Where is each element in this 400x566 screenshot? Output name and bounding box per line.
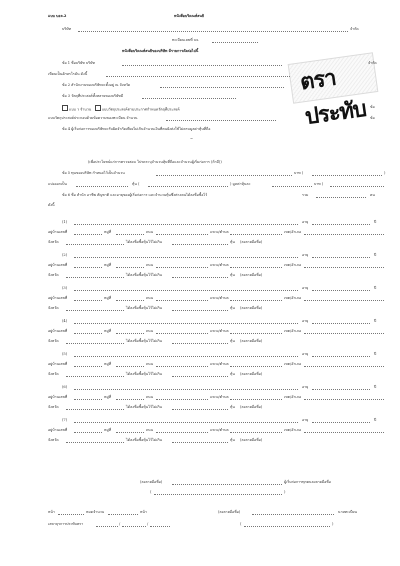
- registrar-sign-field[interactable]: [252, 514, 334, 515]
- promoter-age-label: อายุ: [302, 385, 309, 389]
- promoter-moo-label: หมู่ที่: [104, 263, 112, 267]
- promoter-subdistrict-field[interactable]: [230, 432, 282, 433]
- promoter-subdistrict-field[interactable]: [230, 267, 282, 268]
- promoter-house-field[interactable]: [74, 366, 102, 367]
- promoter-house-field[interactable]: [74, 333, 102, 334]
- promoters-name-field[interactable]: [154, 494, 282, 495]
- promoter-moo-label: หมู่ที่: [104, 362, 112, 366]
- promoters-sign-label: (ลงลายมือชื่อ): [140, 480, 163, 484]
- clause-3-count-end: ข้อ: [370, 116, 375, 120]
- promoter-moo-label: หมู่ที่: [104, 428, 112, 432]
- promoter-signature-label: (ลงลายมือชื่อ): [240, 240, 263, 244]
- promoter-road-label: ถนน: [146, 428, 154, 432]
- promoter-signature-label: (ลงลายมือชื่อ): [240, 438, 263, 442]
- shares-prefix: แบ่งออกเป็น: [48, 182, 67, 186]
- promoter-road-field[interactable]: [156, 432, 208, 433]
- promoter-road-field[interactable]: [156, 399, 208, 400]
- promoter-subdistrict-label: แขวง/ตำบล: [210, 263, 229, 267]
- option-a-checkbox[interactable]: [62, 105, 68, 111]
- promoter-district-field[interactable]: [304, 366, 384, 367]
- promoter-province-label: จังหวัด: [48, 438, 59, 442]
- promoter-address-label: อยู่บ้านเลขที่: [48, 230, 68, 234]
- clause-5-label: ข้อ 5 ทุนของบริษัท กำหนดไว้เป็นจำนวน: [62, 171, 125, 175]
- clause-5-unit: บาท (: [294, 171, 304, 175]
- promoter-shares-field[interactable]: [172, 376, 228, 377]
- promoter-road-label: ถนน: [146, 230, 154, 234]
- promoter-age-label: อายุ: [302, 286, 309, 290]
- registrar-sign-label: (ลงลายมือชื่อ): [218, 510, 241, 514]
- promoter-number: (3): [62, 286, 68, 290]
- option-a-label: แบบ ว จำนวน: [69, 107, 92, 112]
- promoter-road-field[interactable]: [156, 333, 208, 334]
- capital-words-field[interactable]: [312, 175, 382, 176]
- registration-label: ทะเบียนเลขที่ บจ.: [172, 38, 200, 42]
- promoter-house-field[interactable]: [74, 399, 102, 400]
- promoter-province-field[interactable]: [66, 376, 124, 377]
- clause-3-option-row: [62, 105, 180, 112]
- promoter-shares-label: ได้ลงชื่อซื้อหุ้นไว้ไม่เกิน: [126, 240, 162, 244]
- clause-1-label: ข้อ 1 ชื่อบริษัท บริษัท: [62, 61, 95, 65]
- promoter-house-field[interactable]: [74, 234, 102, 235]
- promoter-year-label: ปี: [374, 385, 377, 389]
- promoter-signature-label: (ลงลายมือชื่อ): [240, 405, 263, 409]
- promoter-subdistrict-field[interactable]: [230, 300, 282, 301]
- promoter-moo-field[interactable]: [116, 300, 144, 301]
- promoter-year-label: ปี: [374, 352, 377, 356]
- promoter-share-unit: หุ้น: [230, 240, 235, 244]
- promoter-shares-label: ได้ลงชื่อซื้อหุ้นไว้ไม่เกิน: [126, 405, 162, 409]
- promoter-district-field[interactable]: [304, 399, 384, 400]
- promoter-moo-field[interactable]: [116, 333, 144, 334]
- clause-3-field[interactable]: [142, 98, 236, 99]
- promoter-number: (1): [62, 220, 68, 224]
- promoter-total-field[interactable]: [316, 197, 366, 198]
- promoter-number: (7): [62, 418, 68, 422]
- option-b-label: แบบวัตถุประสงค์ตามประกาศกำหนดวัตถุที่ประสงค์: [101, 107, 180, 112]
- promoter-age-label: อายุ: [302, 319, 309, 323]
- footer-date-month[interactable]: [122, 526, 146, 527]
- capital-note: (เพื่อประโยชน์แก่การตรวจสอบ โปรดระบุจำนวนหุ้นที่ถือและจำนวนผู้เริ่มก่อการ (ถ้ามี)): [88, 160, 222, 164]
- promoter-address-label: อยู่บ้านเลขที่: [48, 329, 68, 333]
- promoter-province-field[interactable]: [66, 277, 124, 278]
- clause-1-roman-field[interactable]: [106, 76, 290, 77]
- promoter-road-label: ถนน: [146, 362, 154, 366]
- promoter-age-field[interactable]: [312, 389, 370, 390]
- promoter-moo-field[interactable]: [116, 234, 144, 235]
- promoter-shares-field[interactable]: [172, 277, 228, 278]
- promoter-signature-label: (ลงลายมือชื่อ): [240, 339, 263, 343]
- share-baht-label: บาท (: [314, 182, 324, 186]
- promoter-age-field[interactable]: [312, 290, 370, 291]
- footer-page-total-label: หมดจำนวน: [86, 510, 105, 514]
- promoter-share-unit: หุ้น: [230, 405, 235, 409]
- footer-date-sep-2: /: [147, 522, 149, 526]
- promoter-name-field[interactable]: [74, 224, 298, 225]
- promoter-province-field[interactable]: [66, 442, 124, 443]
- promoter-shares-field[interactable]: [172, 409, 228, 410]
- promoter-road-label: ถนน: [146, 296, 154, 300]
- promoter-house-field[interactable]: [74, 432, 102, 433]
- promoter-address-label: อยู่บ้านเลขที่: [48, 428, 68, 432]
- stamp-area: [288, 52, 379, 131]
- capital-amount-field[interactable]: [156, 175, 292, 176]
- promoter-address-label: อยู่บ้านเลขที่: [48, 362, 68, 366]
- stamp-label: ตราประทับ: [298, 65, 368, 131]
- promoter-number: (6): [62, 385, 68, 389]
- promoter-district-label: เขต/อำเภอ: [284, 395, 302, 399]
- footer-page-suffix: หน้า: [140, 510, 147, 514]
- promoter-house-field[interactable]: [74, 300, 102, 301]
- promoter-number: (4): [62, 319, 68, 323]
- clause-4-label: ข้อ 4 ผู้เริ่มก่อการของบริษัทจะรับผิดจำกัดเพียงไม่เกินจำนวนเงินที่ตนยังส่งใช้ไม่ครบมูลค่าหุ้นที่ถือ: [62, 127, 211, 131]
- promoter-district-label: เขต/อำเภอ: [284, 428, 302, 432]
- clause-1-field[interactable]: [122, 65, 282, 66]
- promoter-moo-label: หมู่ที่: [104, 230, 112, 234]
- promoter-shares-label: ได้ลงชื่อซื้อหุ้นไว้ไม่เกิน: [126, 372, 162, 376]
- promoter-moo-field[interactable]: [116, 432, 144, 433]
- promoter-shares-field[interactable]: [172, 310, 228, 311]
- promoter-subdistrict-field[interactable]: [230, 234, 282, 235]
- footer-page-total-field[interactable]: [108, 514, 138, 515]
- promoter-age-field[interactable]: [312, 224, 370, 225]
- registrar-name-field[interactable]: [244, 526, 330, 527]
- promoter-subdistrict-label: แขวง/ตำบล: [210, 296, 229, 300]
- promoter-age-field[interactable]: [312, 356, 370, 357]
- section-divider: ~: [190, 137, 194, 141]
- clause-3-option-end: ข้อ: [370, 105, 375, 109]
- promoter-year-label: ปี: [374, 220, 377, 224]
- footer-date-day[interactable]: [96, 526, 118, 527]
- registrar-role: นายทะเบียน: [338, 510, 357, 514]
- clause-3-count-label: แบบวัตถุประสงค์ประกอบด้วยข้อความของทะเบียน จำนวน: [48, 116, 138, 120]
- promoter-address-label: อยู่บ้านเลขที่: [48, 296, 68, 300]
- promoter-subdistrict-field[interactable]: [230, 333, 282, 334]
- promoter-address-label: อยู่บ้านเลขที่: [48, 263, 68, 267]
- form-code: แบบ บอจ.2: [48, 14, 67, 18]
- promoter-road-field[interactable]: [156, 234, 208, 235]
- promoter-moo-field[interactable]: [116, 366, 144, 367]
- memorandum-title: หนังสือบริคณห์สนธิของบริษัท มีรายการดังต่อไปนี้: [122, 49, 199, 53]
- shares-count-field[interactable]: [76, 186, 128, 187]
- promoter-subdistrict-label: แขวง/ตำบล: [210, 362, 229, 366]
- promoter-subdistrict-label: แขวง/ตำบล: [210, 329, 229, 333]
- promoter-district-field[interactable]: [304, 267, 384, 268]
- promoter-year-label: ปี: [374, 253, 377, 257]
- clause-1-end: จำกัด: [368, 61, 377, 65]
- registrar-name-close: ): [332, 522, 334, 526]
- promoter-share-unit: หุ้น: [230, 339, 235, 343]
- promoter-address-label: อยู่บ้านเลขที่: [48, 395, 68, 399]
- promoter-shares-field[interactable]: [172, 343, 228, 344]
- promoters-name-close: ): [284, 490, 286, 494]
- clause-2-field[interactable]: [160, 87, 284, 88]
- promoter-road-label: ถนน: [146, 395, 154, 399]
- promoter-shares-label: ได้ลงชื่อซื้อหุ้นไว้ไม่เกิน: [126, 306, 162, 310]
- footer-date-year[interactable]: [150, 526, 170, 527]
- promoter-subdistrict-field[interactable]: [230, 366, 282, 367]
- clause-2-label: ข้อ 2 สำนักงานของบริษัทจะตั้งอยู่ ณ จังหวัด: [62, 83, 131, 87]
- promoter-road-field[interactable]: [156, 300, 208, 301]
- promoter-year-label: ปี: [374, 418, 377, 422]
- promoter-district-field[interactable]: [304, 333, 384, 334]
- promoter-moo-label: หมู่ที่: [104, 296, 112, 300]
- clause-3-count-field[interactable]: [166, 120, 276, 121]
- shares-unit: หุ้น (: [132, 182, 140, 186]
- promoter-name-field[interactable]: [74, 389, 298, 390]
- promoter-signature-label: (ลงลายมือชื่อ): [240, 372, 263, 376]
- promoter-province-field[interactable]: [66, 244, 124, 245]
- promoter-subdistrict-label: แขวง/ตำบล: [210, 395, 229, 399]
- promoter-road-label: ถนน: [146, 263, 154, 267]
- promoter-province-label: จังหวัด: [48, 273, 59, 277]
- share-value-field[interactable]: [272, 186, 312, 187]
- promoter-age-label: อายุ: [302, 253, 309, 257]
- promoter-district-field[interactable]: [304, 432, 384, 433]
- promoter-district-label: เขต/อำเภอ: [284, 230, 302, 234]
- share-baht-words-field[interactable]: [330, 186, 384, 187]
- clause-6-total-label: รวม: [302, 193, 309, 197]
- promoter-age-field[interactable]: [312, 422, 370, 423]
- promoter-name-field[interactable]: [74, 422, 298, 423]
- promoter-name-field[interactable]: [74, 290, 298, 291]
- promoter-moo-label: หมู่ที่: [104, 395, 112, 399]
- company-name-field[interactable]: [78, 31, 348, 32]
- promoter-share-unit: หุ้น: [230, 438, 235, 442]
- clause-6-continuation: ดังนี้: [48, 203, 55, 207]
- promoter-signature-label: (ลงลายมือชื่อ): [240, 306, 263, 310]
- promoter-road-label: ถนน: [146, 329, 154, 333]
- promoter-province-label: จังหวัด: [48, 339, 59, 343]
- promoter-province-field[interactable]: [66, 310, 124, 311]
- footer-date-sep-1: /: [119, 522, 121, 526]
- promoter-shares-field[interactable]: [172, 442, 228, 443]
- promoter-house-field[interactable]: [74, 267, 102, 268]
- promoter-age-field[interactable]: [312, 323, 370, 324]
- promoter-year-label: ปี: [374, 319, 377, 323]
- promoter-district-label: เขต/อำเภอ: [284, 362, 302, 366]
- clause-6-people-label: คน: [370, 193, 375, 197]
- promoter-moo-field[interactable]: [116, 267, 144, 268]
- promoter-province-label: จังหวัด: [48, 240, 59, 244]
- promoters-sign-field[interactable]: [172, 484, 282, 485]
- promoter-province-label: จังหวัด: [48, 306, 59, 310]
- promoter-province-label: จังหวัด: [48, 405, 59, 409]
- clause-5-close: ): [384, 171, 386, 175]
- promoters-name-open: (: [150, 490, 152, 494]
- promoters-sign-role: ผู้เริ่มก่อการทุกคนลงลายมือชื่อ: [284, 480, 331, 484]
- promoter-district-field[interactable]: [304, 234, 384, 235]
- promoter-district-label: เขต/อำเภอ: [284, 296, 302, 300]
- share-value-label: ) มูลค่าหุ้นละ: [230, 182, 251, 186]
- promoter-name-field[interactable]: [74, 323, 298, 324]
- promoter-subdistrict-label: แขวง/ตำบล: [210, 428, 229, 432]
- shares-words-field[interactable]: [148, 186, 228, 187]
- registration-number-field[interactable]: [212, 42, 258, 43]
- footer-page-prefix: หน้า: [48, 510, 55, 514]
- footer-date-label: เลขาธุรการประทับตรา: [48, 522, 84, 526]
- document-title: หนังสือบริคณห์สนธิ: [174, 14, 205, 18]
- promoter-shares-label: ได้ลงชื่อซื้อหุ้นไว้ไม่เกิน: [126, 339, 162, 343]
- registrar-name-open: (: [240, 522, 242, 526]
- company-suffix: จำกัด: [350, 27, 359, 31]
- promoter-name-field[interactable]: [74, 356, 298, 357]
- promoter-share-unit: หุ้น: [230, 273, 235, 277]
- promoter-age-label: อายุ: [302, 418, 309, 422]
- promoter-age-label: อายุ: [302, 352, 309, 356]
- promoter-province-label: จังหวัด: [48, 372, 59, 376]
- clause-3-label: ข้อ 3 วัตถุที่ประสงค์ทั้งหลายของบริษัทมี: [62, 94, 124, 98]
- promoter-shares-field[interactable]: [172, 244, 228, 245]
- promoter-year-label: ปี: [374, 286, 377, 290]
- promoter-road-field[interactable]: [156, 366, 208, 367]
- promoter-shares-label: ได้ลงชื่อซื้อหุ้นไว้ไม่เกิน: [126, 273, 162, 277]
- footer-page-no-field[interactable]: [58, 514, 84, 515]
- option-b-checkbox[interactable]: [95, 105, 101, 111]
- promoter-name-field[interactable]: [74, 257, 298, 258]
- promoter-district-label: เขต/อำเภอ: [284, 329, 302, 333]
- promoter-age-label: อายุ: [302, 220, 309, 224]
- promoter-share-unit: หุ้น: [230, 372, 235, 376]
- promoter-shares-label: ได้ลงชื่อซื้อหุ้นไว้ไม่เกิน: [126, 438, 162, 442]
- promoter-district-field[interactable]: [304, 300, 384, 301]
- promoter-province-field[interactable]: [66, 409, 124, 410]
- clause-1-roman-label: เขียนเป็นอักษรโรมัน ดังนี้: [48, 72, 88, 76]
- promoter-subdistrict-label: แขวง/ตำบล: [210, 230, 229, 234]
- promoter-province-field[interactable]: [66, 343, 124, 344]
- clause-6-label: ข้อ 6 ชื่อ สำนัก อาชีพ สัญชาติ และอายุของผู้เริ่มก่อการ และจำนวนหุ้นซึ่งต่างคนได้ลงชื่อซื้อไว้: [62, 193, 208, 197]
- company-prefix: บริษัท: [62, 27, 71, 31]
- promoter-share-unit: หุ้น: [230, 306, 235, 310]
- promoter-subdistrict-field[interactable]: [230, 399, 282, 400]
- promoter-number: (5): [62, 352, 68, 356]
- promoter-age-field[interactable]: [312, 257, 370, 258]
- promoter-signature-label: (ลงลายมือชื่อ): [240, 273, 263, 277]
- promoter-road-field[interactable]: [156, 267, 208, 268]
- promoter-moo-label: หมู่ที่: [104, 329, 112, 333]
- promoter-moo-field[interactable]: [116, 399, 144, 400]
- promoter-district-label: เขต/อำเภอ: [284, 263, 302, 267]
- promoter-number: (2): [62, 253, 68, 257]
